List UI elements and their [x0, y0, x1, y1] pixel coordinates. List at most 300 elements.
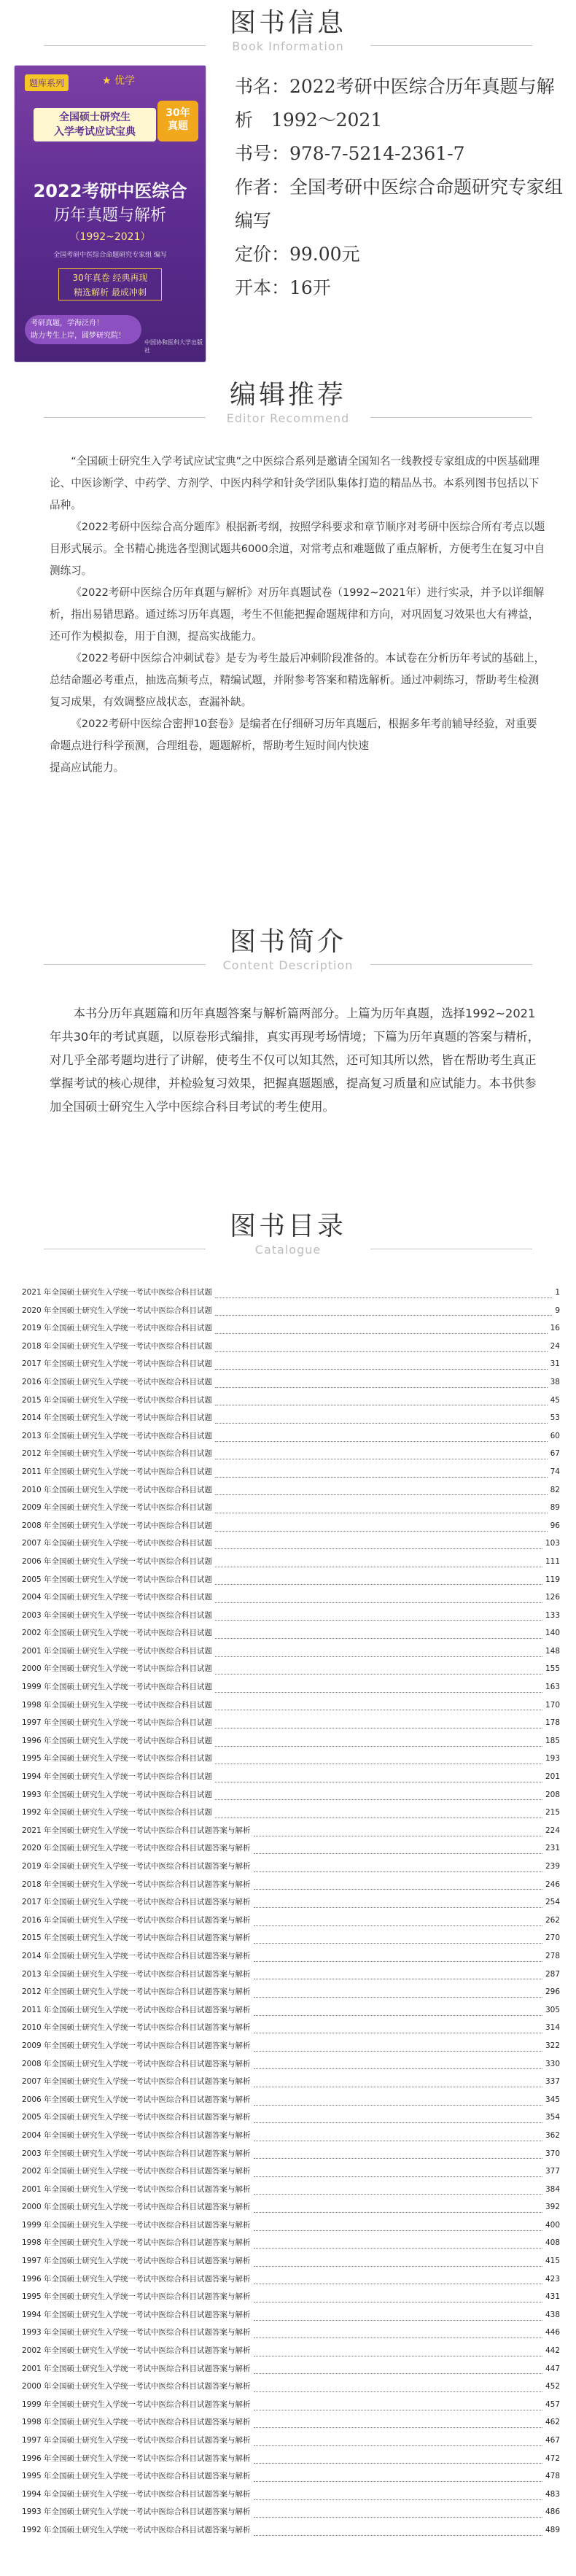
cover-tag: 题库系列 — [25, 74, 69, 91]
toc-entry — [22, 1588, 560, 1607]
toc-entry-page: 442 — [545, 2346, 560, 2356]
toc-entry-title: 2009 年全国硕士研究生入学统一考试中医综合科目试题答案与解析 — [22, 2041, 251, 2050]
section-header-catalogue — [0, 1211, 576, 1257]
toc-leader-dots — [254, 2363, 542, 2374]
toc-entry — [22, 2091, 560, 2109]
toc-entry-page: 155 — [545, 1664, 560, 1674]
toc-entry-page: 148 — [545, 1646, 560, 1656]
toc-entry — [22, 1750, 560, 1768]
toc-leader-dots — [254, 2041, 542, 2052]
book-format: 开本：16开 — [235, 277, 331, 298]
toc-entry-title: 2011 年全国硕士研究生入学统一考试中医综合科目试题答案与解析 — [22, 2005, 251, 2014]
toc-leader-dots — [215, 1753, 542, 1764]
toc-entry — [22, 1624, 560, 1642]
section-header-info — [0, 7, 576, 53]
toc-entry — [22, 1302, 560, 1320]
toc-leader-dots — [215, 1377, 548, 1388]
cover-logo: ★ 优学 — [102, 75, 136, 87]
toc-entry — [22, 1660, 560, 1678]
cover-author: 全国考研中医综合命题研究专家组 编写 — [53, 252, 167, 259]
toc-entry — [22, 2181, 560, 2199]
toc-entry-title: 2014 年全国硕士研究生入学统一考试中医综合科目试题 — [22, 1413, 213, 1423]
toc-entry-title: 1996 年全国硕士研究生入学统一考试中医综合科目试题答案与解析 — [22, 2453, 251, 2463]
catalogue-list — [22, 1284, 560, 2540]
toc-leader-dots — [254, 2453, 542, 2464]
toc-entry-title: 2008 年全国硕士研究生入学统一考试中医综合科目试题 — [22, 1521, 213, 1530]
toc-entry-title: 2002 年全国硕士研究生入学统一考试中医综合科目试题答案与解析 — [22, 2346, 251, 2356]
toc-entry — [22, 2467, 560, 2486]
cover-publisher: 中国协和医科大学出版社 — [144, 339, 203, 354]
toc-entry-title: 2019 年全国硕士研究生入学统一考试中医综合科目试题 — [22, 1324, 213, 1333]
section-subtitle: Editor Recommend — [226, 411, 350, 425]
cover-badge-line: 30年 — [166, 107, 190, 119]
toc-entry-page: 354 — [545, 2113, 560, 2122]
toc-entry-page: 278 — [545, 1951, 560, 1960]
intro-paragraph: 本书分历年真题篇和历年真题答案与解析篇两部分。上篇为历年真题，选择1992~2021年共30年的考试真题，以原卷形式编排，真实再现考场情境；下篇为历年真题的答案与精析，对几乎全部考题均进行了讲解，使考生不仅可以知其然，还可知其所以然，皆在帮助考生真正掌握考试的核心规律，并检验复习效果，把握真题题感，提高复习质量和应试能力。本书供参加全国硕士研究生入学中医综合科目考试的考生使用。 — [50, 1006, 540, 1114]
toc-entry-title: 2009 年全国硕士研究生入学统一考试中医综合科目试题 — [22, 1503, 213, 1513]
toc-leader-dots — [254, 2435, 542, 2446]
toc-entry-title: 2005 年全国硕士研究生入学统一考试中医综合科目试题答案与解析 — [22, 2113, 251, 2122]
toc-entry — [22, 1678, 560, 1696]
toc-leader-dots — [215, 1431, 548, 1442]
toc-entry-page: 446 — [545, 2328, 560, 2338]
toc-entry — [22, 2001, 560, 2020]
toc-entry-title: 1997 年全国硕士研究生入学统一考试中医综合科目试题答案与解析 — [22, 2436, 251, 2445]
toc-leader-dots — [254, 1879, 542, 1890]
toc-entry — [22, 2252, 560, 2270]
toc-leader-dots — [215, 1448, 548, 1459]
toc-entry — [22, 1607, 560, 1625]
section-title: 图书目录 — [229, 1211, 346, 1241]
toc-entry — [22, 1893, 560, 1912]
toc-leader-dots — [254, 2346, 542, 2356]
recommend-paragraph: 《2022考研中医综合历年真题与解析》对历年真题试卷（1992~2021年）进行实录，并予以详细解析，指出易错思路。通过练习历年真题，考生不但能把握命题规律和方向，对巩固复习效果也大有裨益，还可作为模拟卷，用于自测，提高实战能力。 — [50, 586, 545, 643]
toc-entry — [22, 1409, 560, 1427]
toc-entry-title: 2010 年全国硕士研究生入学统一考试中医综合科目试题答案与解析 — [22, 2023, 251, 2033]
toc-entry-title: 1994 年全国硕士研究生入学统一考试中医综合科目试题 — [22, 1772, 213, 1782]
toc-entry-title: 1999 年全国硕士研究生入学统一考试中医综合科目试题答案与解析 — [22, 2400, 251, 2409]
toc-leader-dots — [254, 2166, 542, 2177]
toc-entry — [22, 1839, 560, 1858]
toc-leader-dots — [254, 2525, 542, 2536]
toc-entry-page: 103 — [545, 1539, 560, 1548]
toc-entry-page: 415 — [545, 2257, 560, 2266]
toc-leader-dots — [215, 1359, 548, 1370]
toc-leader-dots — [215, 1484, 548, 1495]
recommend-text — [50, 451, 545, 779]
toc-entry-title: 1997 年全国硕士研究生入学统一考试中医综合科目试题答案与解析 — [22, 2257, 251, 2266]
toc-entry — [22, 1373, 560, 1392]
toc-entry-title: 2018 年全国硕士研究生入学统一考试中医综合科目试题 — [22, 1341, 213, 1351]
toc-leader-dots — [215, 1538, 542, 1549]
toc-entry-title: 2021 年全国硕士研究生入学统一考试中医综合科目试题 — [22, 1288, 213, 1297]
toc-leader-dots — [254, 1897, 542, 1908]
book-title: 书名：2022考研中医综合历年真题与解析 1992～2021 — [235, 76, 555, 131]
toc-entry — [22, 1481, 560, 1500]
toc-leader-dots — [254, 2417, 542, 2428]
toc-leader-dots — [254, 2112, 542, 2123]
toc-entry-page: 467 — [545, 2436, 560, 2445]
toc-entry-page: 193 — [545, 1754, 560, 1764]
toc-entry-title: 1998 年全国硕士研究生入学统一考试中医综合科目试题答案与解析 — [22, 2418, 251, 2427]
toc-leader-dots — [215, 1664, 542, 1675]
toc-entry-page: 377 — [545, 2167, 560, 2176]
toc-entry-page: 362 — [545, 2130, 560, 2140]
toc-entry — [22, 1983, 560, 2001]
toc-leader-dots — [215, 1699, 542, 1710]
toc-entry-title: 1993 年全国硕士研究生入学统一考试中医综合科目试题答案与解析 — [22, 2328, 251, 2338]
toc-entry-title: 2021 年全国硕士研究生入学统一考试中医综合科目试题答案与解析 — [22, 1826, 251, 1835]
cover-ribbon-line: 助力考生上岸，圆梦研究院！ — [31, 332, 125, 340]
toc-leader-dots — [254, 2471, 542, 2482]
toc-entry-title: 1998 年全国硕士研究生入学统一考试中医综合科目试题答案与解析 — [22, 2238, 251, 2248]
cover-slogan-box — [58, 268, 162, 300]
recommend-paragraph: 《2022考研中医综合高分题库》根据新考纲，按照学科要求和章节顺序对考研中医综合所有考点以题目形式展示。全书精心挑选各型测试题共6000余道，对常考点和难题做了重点解析，方便考生在复习中自测练习。 — [50, 521, 545, 577]
toc-entry-title: 2006 年全国硕士研究生入学统一考试中医综合科目试题 — [22, 1556, 213, 1566]
recommend-paragraph: 提高应试能力。 — [50, 761, 125, 774]
toc-entry-page: 16 — [550, 1324, 560, 1333]
toc-leader-dots — [254, 2381, 542, 2392]
toc-entry-title: 2004 年全国硕士研究生入学统一考试中医综合科目试题答案与解析 — [22, 2130, 251, 2140]
toc-entry — [22, 2396, 560, 2414]
toc-entry-title: 2004 年全国硕士研究生入学统一考试中医综合科目试题 — [22, 1593, 213, 1602]
toc-entry-page: 119 — [545, 1575, 560, 1584]
toc-entry — [22, 1858, 560, 1876]
toc-entry-page: 111 — [545, 1556, 560, 1566]
cover-slogan-line: 30年真卷 经典再现 — [72, 273, 148, 283]
toc-entry-title: 1992 年全国硕士研究生入学统一考试中医综合科目试题答案与解析 — [22, 2525, 251, 2534]
toc-entry — [22, 1947, 560, 1966]
cover-slogan-line: 精选解析 最成冲刺 — [74, 287, 147, 298]
toc-leader-dots — [254, 1843, 542, 1854]
cover-ribbon-line: 考研真题，学海泛舟！ — [31, 319, 104, 327]
toc-leader-dots — [254, 1826, 542, 1836]
toc-entry-title: 1997 年全国硕士研究生入学统一考试中医综合科目试题 — [22, 1718, 213, 1728]
book-author: 作者：全国考研中医综合命题研究专家组编写 — [235, 176, 564, 231]
cover-years: （1992~2021） — [69, 231, 151, 243]
toc-entry-page: 201 — [545, 1772, 560, 1782]
toc-entry — [22, 1966, 560, 1984]
toc-leader-dots — [254, 1968, 542, 1979]
toc-entry — [22, 1929, 560, 1947]
toc-entry-page: 314 — [545, 2023, 560, 2033]
intro-text — [50, 1002, 545, 1119]
section-title: 图书信息 — [229, 8, 346, 38]
toc-entry-page: 140 — [545, 1629, 560, 1638]
toc-entry-title: 2001 年全国硕士研究生入学统一考试中医综合科目试题 — [22, 1646, 213, 1656]
toc-entry — [22, 1355, 560, 1373]
toc-entry-page: 1 — [555, 1288, 560, 1297]
toc-entry-page: 345 — [545, 2095, 560, 2104]
toc-entry — [22, 2413, 560, 2432]
toc-entry-page: 185 — [545, 1736, 560, 1745]
toc-entry-page: 270 — [545, 1933, 560, 1943]
toc-entry-title: 2017 年全国硕士研究生入学统一考试中医综合科目试题答案与解析 — [22, 1898, 251, 1907]
toc-entry-page: 45 — [550, 1395, 560, 1405]
toc-entry — [22, 1804, 560, 1822]
toc-entry-title: 2010 年全国硕士研究生入学统一考试中医综合科目试题 — [22, 1485, 213, 1494]
section-header-recommend — [0, 379, 576, 425]
toc-entry-title: 1995 年全国硕士研究生入学统一考试中医综合科目试题答案与解析 — [22, 2472, 251, 2481]
toc-entry-page: 231 — [545, 1844, 560, 1853]
toc-entry — [22, 1338, 560, 1356]
book-price: 定价：99.00元 — [235, 244, 360, 265]
toc-entry-title: 2005 年全国硕士研究生入学统一考试中医综合科目试题 — [22, 1575, 213, 1584]
toc-leader-dots — [254, 2076, 542, 2087]
cover-title: 2022考研中医综合 — [33, 181, 187, 201]
book-info-list — [235, 70, 570, 305]
toc-leader-dots — [215, 1772, 542, 1782]
toc-entry-page: 478 — [545, 2472, 560, 2481]
section-title: 图书简介 — [229, 927, 346, 957]
cover-ribbon — [25, 315, 141, 344]
toc-entry-page: 224 — [545, 1826, 560, 1835]
toc-entry-title: 1995 年全国硕士研究生入学统一考试中医综合科目试题答案与解析 — [22, 2292, 251, 2302]
toc-entry — [22, 1696, 560, 1715]
toc-entry-page: 246 — [545, 1879, 560, 1889]
toc-leader-dots — [215, 1287, 552, 1298]
toc-leader-dots — [254, 2507, 542, 2518]
toc-leader-dots — [254, 2058, 542, 2069]
toc-entry-title: 2020 年全国硕士研究生入学统一考试中医综合科目试题 — [22, 1306, 213, 1315]
toc-entry-page: 452 — [545, 2382, 560, 2391]
toc-entry — [22, 2145, 560, 2163]
toc-entry-page: 9 — [555, 1306, 560, 1315]
toc-entry-title: 1993 年全国硕士研究生入学统一考试中医综合科目试题答案与解析 — [22, 2507, 251, 2517]
toc-entry-title: 2015 年全国硕士研究生入学统一考试中医综合科目试题答案与解析 — [22, 1933, 251, 1943]
toc-leader-dots — [254, 2238, 542, 2249]
toc-entry-title: 1994 年全国硕士研究生入学统一考试中医综合科目试题答案与解析 — [22, 2489, 251, 2499]
toc-entry-page: 208 — [545, 1790, 560, 1799]
toc-entry-page: 53 — [550, 1413, 560, 1423]
toc-leader-dots — [215, 1736, 542, 1747]
toc-entry — [22, 2019, 560, 2037]
toc-entry-page: 38 — [550, 1377, 560, 1386]
toc-entry — [22, 1876, 560, 1894]
toc-entry — [22, 1535, 560, 1553]
cover-subtitle: 历年真题与解析 — [53, 206, 166, 225]
toc-leader-dots — [254, 2292, 542, 2303]
toc-entry-title: 2000 年全国硕士研究生入学统一考试中医综合科目试题答案与解析 — [22, 2382, 251, 2391]
toc-entry — [22, 1571, 560, 1589]
recommend-paragraph: 《2022考研中医综合冲刺试卷》是专为考生最后冲刺阶段准备的。本试卷在分析历年考试的基础上，总结命题必考重点，抽选高频考点，精编试题，并附参考答案和精选解析。通过冲刺练习，帮助考生检测复习成果，有效调整应战状态，查漏补缺。 — [50, 652, 545, 708]
toc-entry-title: 2012 年全国硕士研究生入学统一考试中医综合科目试题 — [22, 1449, 213, 1459]
toc-entry-page: 337 — [545, 2077, 560, 2087]
cover-series-band — [34, 108, 156, 141]
toc-entry-page: 431 — [545, 2292, 560, 2302]
toc-leader-dots — [215, 1807, 542, 1818]
toc-entry-title: 2003 年全国硕士研究生入学统一考试中医综合科目试题 — [22, 1610, 213, 1620]
toc-leader-dots — [254, 2130, 542, 2141]
toc-entry — [22, 1786, 560, 1804]
toc-entry-title: 2011 年全国硕士研究生入学统一考试中医综合科目试题 — [22, 1467, 213, 1476]
toc-entry — [22, 1714, 560, 1732]
toc-leader-dots — [215, 1592, 542, 1603]
toc-entry — [22, 2270, 560, 2289]
toc-entry-title: 2019 年全国硕士研究生入学统一考试中医综合科目试题答案与解析 — [22, 1862, 251, 1871]
toc-entry-page: 287 — [545, 1969, 560, 1979]
toc-entry-title: 2001 年全国硕士研究生入学统一考试中医综合科目试题答案与解析 — [22, 2184, 251, 2194]
toc-entry — [22, 2037, 560, 2055]
toc-entry-page: 305 — [545, 2005, 560, 2014]
section-header-intro — [0, 926, 576, 972]
toc-entry — [22, 1642, 560, 1661]
toc-entry — [22, 2073, 560, 2091]
toc-entry-page: 67 — [550, 1449, 560, 1459]
toc-entry-page: 322 — [545, 2041, 560, 2050]
toc-entry-title: 1996 年全国硕士研究生入学统一考试中医综合科目试题 — [22, 1736, 213, 1745]
toc-leader-dots — [215, 1467, 548, 1478]
toc-entry-page: 96 — [550, 1521, 560, 1530]
toc-entry — [22, 1427, 560, 1446]
toc-leader-dots — [215, 1341, 548, 1352]
toc-leader-dots — [254, 1951, 542, 1962]
toc-entry — [22, 2288, 560, 2306]
toc-entry-title: 2003 年全国硕士研究生入学统一考试中医综合科目试题答案与解析 — [22, 2149, 251, 2158]
toc-leader-dots — [254, 2400, 542, 2410]
toc-entry-page: 215 — [545, 1808, 560, 1817]
toc-entry-page: 24 — [550, 1341, 560, 1351]
toc-entry-page: 472 — [545, 2453, 560, 2463]
toc-entry-title: 2012 年全国硕士研究生入学统一考试中医综合科目试题答案与解析 — [22, 1987, 251, 1997]
toc-entry — [22, 2378, 560, 2396]
toc-entry-title: 2016 年全国硕士研究生入学统一考试中医综合科目试题答案与解析 — [22, 1915, 251, 1925]
toc-leader-dots — [215, 1502, 548, 1513]
toc-entry-title: 2006 年全国硕士研究生入学统一考试中医综合科目试题答案与解析 — [22, 2095, 251, 2104]
toc-entry — [22, 1463, 560, 1481]
toc-entry-title: 2015 年全国硕士研究生入学统一考试中医综合科目试题 — [22, 1395, 213, 1405]
toc-entry-title: 2017 年全国硕士研究生入学统一考试中医综合科目试题 — [22, 1359, 213, 1369]
toc-entry-page: 254 — [545, 1898, 560, 1907]
toc-entry — [22, 1319, 560, 1338]
toc-leader-dots — [215, 1305, 552, 1316]
toc-leader-dots — [254, 1915, 542, 1926]
toc-entry-page: 296 — [545, 1987, 560, 1997]
section-subtitle: Catalogue — [254, 1243, 322, 1257]
toc-entry-title: 2001 年全国硕士研究生入学统一考试中医综合科目试题答案与解析 — [22, 2364, 251, 2373]
toc-leader-dots — [215, 1789, 542, 1800]
toc-entry — [22, 2306, 560, 2324]
toc-entry — [22, 1284, 560, 1302]
toc-entry — [22, 2360, 560, 2378]
toc-entry-title: 1992 年全国硕士研究生入学统一考试中医综合科目试题 — [22, 1808, 213, 1817]
toc-entry-page: 178 — [545, 1718, 560, 1728]
toc-entry-page: 438 — [545, 2310, 560, 2319]
recommend-paragraph: “全国硕士研究生入学考试应试宝典”之中医综合系列是邀请全国知名一线教授专家组成的中医基础理论、中医诊断学、中药学、方剂学、中医内科学和针灸学团队集体打造的精品丛书。本系列图书包括以下品种。 — [50, 455, 540, 511]
toc-entry-page: 82 — [550, 1485, 560, 1494]
toc-entry-page: 489 — [545, 2525, 560, 2534]
toc-entry-title: 2002 年全国硕士研究生入学统一考试中医综合科目试题答案与解析 — [22, 2167, 251, 2176]
toc-entry-page: 330 — [545, 2059, 560, 2068]
toc-leader-dots — [254, 2184, 542, 2195]
toc-entry-page: 447 — [545, 2364, 560, 2373]
toc-entry — [22, 2521, 560, 2540]
toc-entry-page: 408 — [545, 2238, 560, 2248]
toc-entry-page: 423 — [545, 2274, 560, 2284]
toc-entry-title: 2016 年全国硕士研究生入学统一考试中医综合科目试题 — [22, 1377, 213, 1386]
toc-entry-page: 486 — [545, 2507, 560, 2517]
toc-entry-title: 2020 年全国硕士研究生入学统一考试中医综合科目试题答案与解析 — [22, 1844, 251, 1853]
toc-leader-dots — [254, 2256, 542, 2267]
toc-leader-dots — [254, 2273, 542, 2284]
toc-entry — [22, 2450, 560, 2468]
toc-leader-dots — [215, 1646, 542, 1657]
toc-entry-page: 400 — [545, 2220, 560, 2230]
toc-leader-dots — [254, 1987, 542, 1998]
toc-entry-title: 2013 年全国硕士研究生入学统一考试中医综合科目试题 — [22, 1431, 213, 1440]
toc-entry-page: 89 — [550, 1503, 560, 1513]
toc-entry-title: 2007 年全国硕士研究生入学统一考试中医综合科目试题答案与解析 — [22, 2077, 251, 2087]
toc-entry — [22, 1517, 560, 1535]
toc-entry-page: 126 — [545, 1593, 560, 1602]
toc-leader-dots — [254, 2095, 542, 2106]
toc-entry — [22, 2324, 560, 2342]
toc-leader-dots — [215, 1323, 548, 1334]
toc-leader-dots — [254, 1861, 542, 1872]
recommend-paragraph: 《2022考研中医综合密押10套卷》是编者在仔细研习历年真题后，根据多年考前辅导经验，对重要命题点进行科学预测，合理组卷，题题解析，帮助考生短时间内快速 — [50, 718, 537, 752]
cover-badge-line: 真题 — [168, 120, 188, 132]
toc-leader-dots — [215, 1394, 548, 1405]
toc-entry — [22, 2108, 560, 2127]
toc-entry-page: 457 — [545, 2400, 560, 2409]
toc-entry-title: 2008 年全国硕士研究生入学统一考试中医综合科目试题答案与解析 — [22, 2059, 251, 2068]
toc-entry — [22, 2234, 560, 2252]
toc-entry — [22, 1499, 560, 1517]
toc-leader-dots — [215, 1628, 542, 1639]
toc-entry — [22, 2162, 560, 2181]
section-title: 编辑推荐 — [229, 380, 346, 410]
toc-entry-title: 1993 年全国硕士研究生入学统一考试中医综合科目试题 — [22, 1790, 213, 1799]
toc-entry — [22, 2055, 560, 2073]
toc-entry — [22, 2342, 560, 2360]
toc-entry-page: 133 — [545, 1610, 560, 1620]
toc-leader-dots — [254, 2005, 542, 2016]
toc-entry-page: 483 — [545, 2489, 560, 2499]
toc-entry — [22, 2486, 560, 2504]
cover-badge — [157, 101, 198, 141]
toc-entry-title: 1999 年全国硕士研究生入学统一考试中医综合科目试题答案与解析 — [22, 2220, 251, 2230]
toc-entry-page: 163 — [545, 1683, 560, 1692]
toc-entry-title: 1998 年全国硕士研究生入学统一考试中医综合科目试题 — [22, 1700, 213, 1710]
toc-entry — [22, 2198, 560, 2216]
toc-entry — [22, 1445, 560, 1463]
cover-band-line: 入学考试应试宝典 — [54, 126, 136, 138]
toc-leader-dots — [215, 1610, 542, 1621]
toc-entry — [22, 2503, 560, 2521]
toc-entry — [22, 1553, 560, 1571]
toc-entry-title: 2013 年全国硕士研究生入学统一考试中医综合科目试题答案与解析 — [22, 1969, 251, 1979]
toc-leader-dots — [254, 2148, 542, 2159]
section-subtitle: Content Description — [222, 958, 354, 972]
toc-leader-dots — [254, 2327, 542, 2338]
toc-leader-dots — [254, 2220, 542, 2231]
toc-entry — [22, 2127, 560, 2145]
toc-entry — [22, 1732, 560, 1750]
toc-leader-dots — [254, 2202, 542, 2213]
toc-leader-dots — [254, 2310, 542, 2321]
book-cover-image — [15, 66, 206, 362]
toc-leader-dots — [215, 1574, 542, 1585]
toc-leader-dots — [254, 2489, 542, 2500]
toc-entry-page: 239 — [545, 1862, 560, 1871]
toc-entry-title: 1995 年全国硕士研究生入学统一考试中医综合科目试题 — [22, 1754, 213, 1764]
toc-entry — [22, 1912, 560, 1930]
toc-entry-title: 1996 年全国硕士研究生入学统一考试中医综合科目试题答案与解析 — [22, 2274, 251, 2284]
section-subtitle: Book Information — [232, 39, 344, 53]
toc-entry-title: 2014 年全国硕士研究生入学统一考试中医综合科目试题答案与解析 — [22, 1951, 251, 1960]
toc-entry — [22, 1822, 560, 1840]
toc-entry — [22, 1392, 560, 1410]
